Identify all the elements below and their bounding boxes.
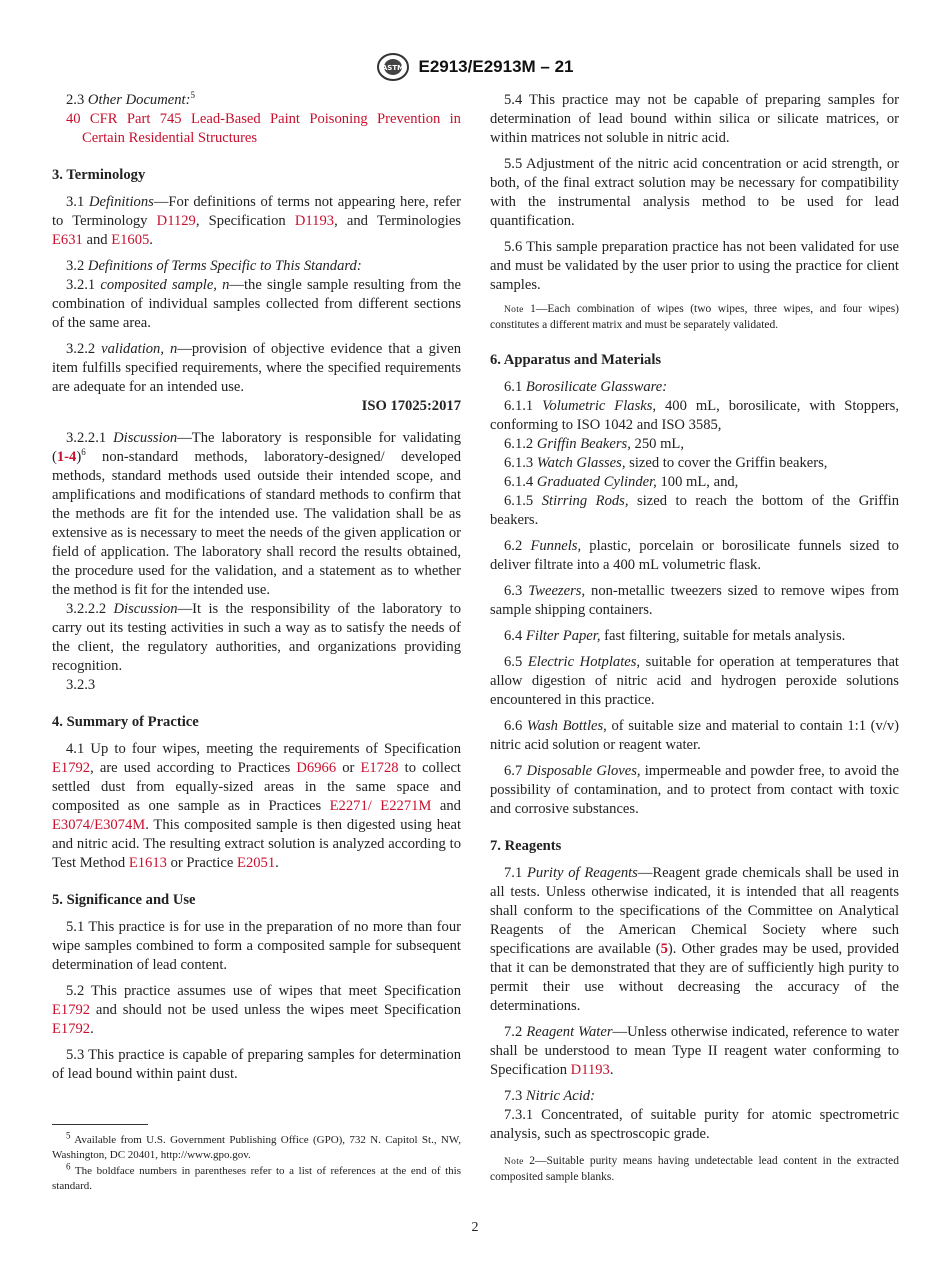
- astm-logo-icon: [376, 52, 410, 82]
- iso-source: ISO 17025:2017: [361, 398, 461, 414]
- link-e631[interactable]: E631: [52, 232, 83, 248]
- footnote-5: $^5$ Available from U.S. Government Publishing Office (GPO), 732 N. Capitol St., NW, Washington, DC 20401, http://www.gpo.gov.: [52, 1130, 461, 1161]
- section-6-6: 6.6 Wash Bottles, of suitable size and material to contain 1:1 (v/v) nitric acid solution or reagent water.: [490, 718, 899, 753]
- section-5-4: 5.4 This practice may not be capable of preparing samples for determination of lead bound within silica or silicate matrices, or within matrices not soluble in nitric acid.: [490, 92, 899, 146]
- section-6-1: 6.1 Borosilicate Glassware:: [504, 379, 668, 395]
- ref-1-4[interactable]: 1-4: [56, 449, 77, 465]
- section-6-4: 6.4 Filter Paper, fast filtering, suitable for metals analysis.: [504, 628, 846, 644]
- link-e2051[interactable]: E2051: [237, 855, 276, 871]
- section-6-1-3: 6.1.3 Watch Glasses, sized to cover the Griffin beakers,: [504, 455, 828, 471]
- section-6-3: 6.3 Tweezers, non-metallic tweezers sized to remove wipes from sample shipping containers.: [490, 583, 899, 618]
- link-d1129[interactable]: D1129: [156, 213, 196, 229]
- section-5-2: 5.2 This practice assumes use of wipes that meet Specification E1792 and should not be used unless the wipes meet Specification E1792.: [52, 983, 461, 1037]
- svg-text:ASTM: ASTM: [382, 64, 405, 72]
- section-6-1-1: 6.1.1 Volumetric Flasks, 400 mL, borosilicate, with Stoppers, conforming to ISO 1042 and ISO 3585,: [490, 398, 899, 433]
- section-3-2-2-2: 3.2.2.2 Discussion—It is the responsibility of the laboratory to carry out its testing activities in such a way as to satisfy the needs of the client, the regulatory authorities, and organizations providing recognition.: [52, 601, 461, 674]
- link-40cfr-title[interactable]: Lead-Based Paint Poisoning Prevention in Certain Residential Structures: [82, 111, 461, 146]
- note-2: Note 2—Suitable purity means having undetectable lead content in the extracted composited sample blanks.: [490, 1155, 900, 1183]
- link-e1792-b[interactable]: E1792: [52, 1021, 91, 1037]
- link-d1193[interactable]: D1193: [294, 213, 335, 229]
- section-6-7: 6.7 Disposable Gloves, impermeable and powder free, to avoid the possibility of contamination, and to protect from contact with toxic and corrosive substances.: [490, 763, 899, 817]
- left-column: [52, 91, 461, 1084]
- section-7-3-1: 7.3.1 Concentrated, of suitable purity for atomic spectrometric analysis, such as spectroscopic grade.: [490, 1107, 899, 1142]
- page-header: [0, 52, 950, 87]
- section-5-6: 5.6 This sample preparation practice has not been validated for use and must be validated by the user prior to using the practice for client samples.: [490, 239, 899, 293]
- link-e1792-a[interactable]: E1792: [52, 1002, 91, 1018]
- heading-terminology: 3. Terminology: [52, 167, 146, 183]
- section-3-2-2-1: 3.2.2.1 Discussion—The laboratory is responsible for validating $(1-4)^6$ non-standard methods, laboratory-designed/ developed methods, standard methods used outside their intended scope, and amplifications and modifications of standard methods to confirm that the methods are fit for the intended use. The validation shall be as extensive as is necessary to meet the needs of the given application or field of application. The laboratory shall record the results obtained, the procedure used for the validation, and a statement as to whether the method is fit for the intended use.: [52, 430, 461, 598]
- footnote-6: $^6$ The boldface numbers in parentheses refer to a list of references at the end of this standard.: [52, 1161, 461, 1192]
- note-1: Note 1—Each combination of wipes (two wipes, three wipes, and four wipes) constitutes a different matrix and must be separately validated.: [490, 303, 899, 331]
- section-7-1: 7.1 Purity of Reagents—Reagent grade chemicals shall be used in all tests. Unless otherwise indicated, it is intended that all reagents shall conform to the specifications of the Committee on Analytical Reagents of the American Chemical Society where such specifications are available (5). Other grades may be used, provided that it can be demonstrated that they are of sufficiently high purity to permit their use without decreasing the accuracy of the determinations.: [490, 865, 899, 1014]
- section-6-1-5: 6.1.5 Stirring Rods, sized to reach the bottom of the Griffin beakers.: [490, 493, 900, 528]
- section-3-2-3: 3.2.3: [66, 677, 96, 693]
- link-40cfr[interactable]: 40 CFR Part 745: [66, 111, 182, 127]
- ref-5[interactable]: 5: [660, 941, 668, 957]
- section-7-2: 7.2 Reagent Water—Unless otherwise indicated, reference to water shall be understood to mean Type II reagent water conforming to Specification D1193.: [490, 1024, 899, 1078]
- link-e1613[interactable]: E1613: [128, 855, 167, 871]
- link-e3074[interactable]: E3074/E3074M: [52, 817, 146, 833]
- section-3-2: 3.2 Definitions of Terms Specific to This Standard:: [66, 258, 362, 274]
- link-e1605[interactable]: E1605: [111, 232, 150, 248]
- link-e1792[interactable]: E1792: [52, 760, 91, 776]
- section-4-1: 4.1 Up to four wipes, meeting the requirements of Specification E1792, are used according to Practices D6966 or E1728 to collect settled dust from equally-sized areas in the same space and composited as one sample as in Practices E2271/ E2271M and E3074/E3074M. This composited sample is then digested using heat and nitric acid. The resulting extract solution is analyzed according to Test Method E1613 or Practice E2051.: [52, 741, 461, 871]
- link-e1728[interactable]: E1728: [360, 760, 399, 776]
- section-6-5: 6.5 Electric Hotplates, suitable for operation at temperatures that allow digestion of nitric acid and hydrogen peroxide solutions encountered in this practice.: [490, 654, 899, 708]
- section-5-1: 5.1 This practice is for use in the preparation of no more than four wipe samples combined to form a composited sample for subsequent determination of lead content.: [52, 919, 461, 973]
- page-number: 2: [471, 1220, 479, 1235]
- section-5-3: 5.3 This practice is capable of preparing samples for determination of lead bound within paint dust.: [52, 1047, 461, 1082]
- section-6-1-4: 6.1.4 Graduated Cylinder, 100 mL, and,: [504, 474, 739, 490]
- section-3-2-2: 3.2.2 validation, n—provision of objective evidence that a given item fulfills specified requirements, where the specified requirements are adequate for an intended use.: [52, 341, 462, 395]
- section-6-2: 6.2 Funnels, plastic, porcelain or borosilicate funnels sized to deliver filtrate into a 400 mL volumetric flask.: [490, 538, 899, 573]
- section-6-1-2: 6.1.2 Griffin Beakers, 250 mL,: [504, 436, 684, 452]
- section-7-3: 7.3 Nitric Acid:: [504, 1088, 595, 1104]
- reference-40cfr: [52, 110, 461, 148]
- right-column: [490, 91, 899, 1185]
- footnotes: [52, 1130, 461, 1195]
- link-d6966[interactable]: D6966: [296, 760, 337, 776]
- section-2-3: 2.3 Other Document:$^5$: [66, 90, 195, 108]
- link-e2271[interactable]: E2271/ E2271M: [329, 798, 432, 814]
- document-designation: E2913/E2913M – 21: [418, 57, 574, 76]
- heading-summary: 4. Summary of Practice: [52, 714, 199, 730]
- heading-apparatus: 6. Apparatus and Materials: [490, 352, 662, 368]
- heading-significance: 5. Significance and Use: [52, 892, 196, 908]
- footnote-rule: [52, 1124, 148, 1125]
- heading-reagents: 7. Reagents: [490, 838, 562, 854]
- section-5-5: 5.5 Adjustment of the nitric acid concentration or acid strength, or both, of the final extract solution may be necessary for compatibility with the instrumental analysis method to be used for lead quantification.: [490, 156, 899, 229]
- section-3-2-1: 3.2.1 composited sample, n—the single sample resulting from the combination of individual samples collected from different sections of the same area.: [52, 277, 461, 331]
- section-3-1: 3.1 Definitions—For definitions of terms not appearing here, refer to Terminology D1129, Specification D1193, and Terminologies E631 and E1605.: [52, 194, 461, 248]
- link-d1193-b[interactable]: D1193: [570, 1062, 610, 1078]
